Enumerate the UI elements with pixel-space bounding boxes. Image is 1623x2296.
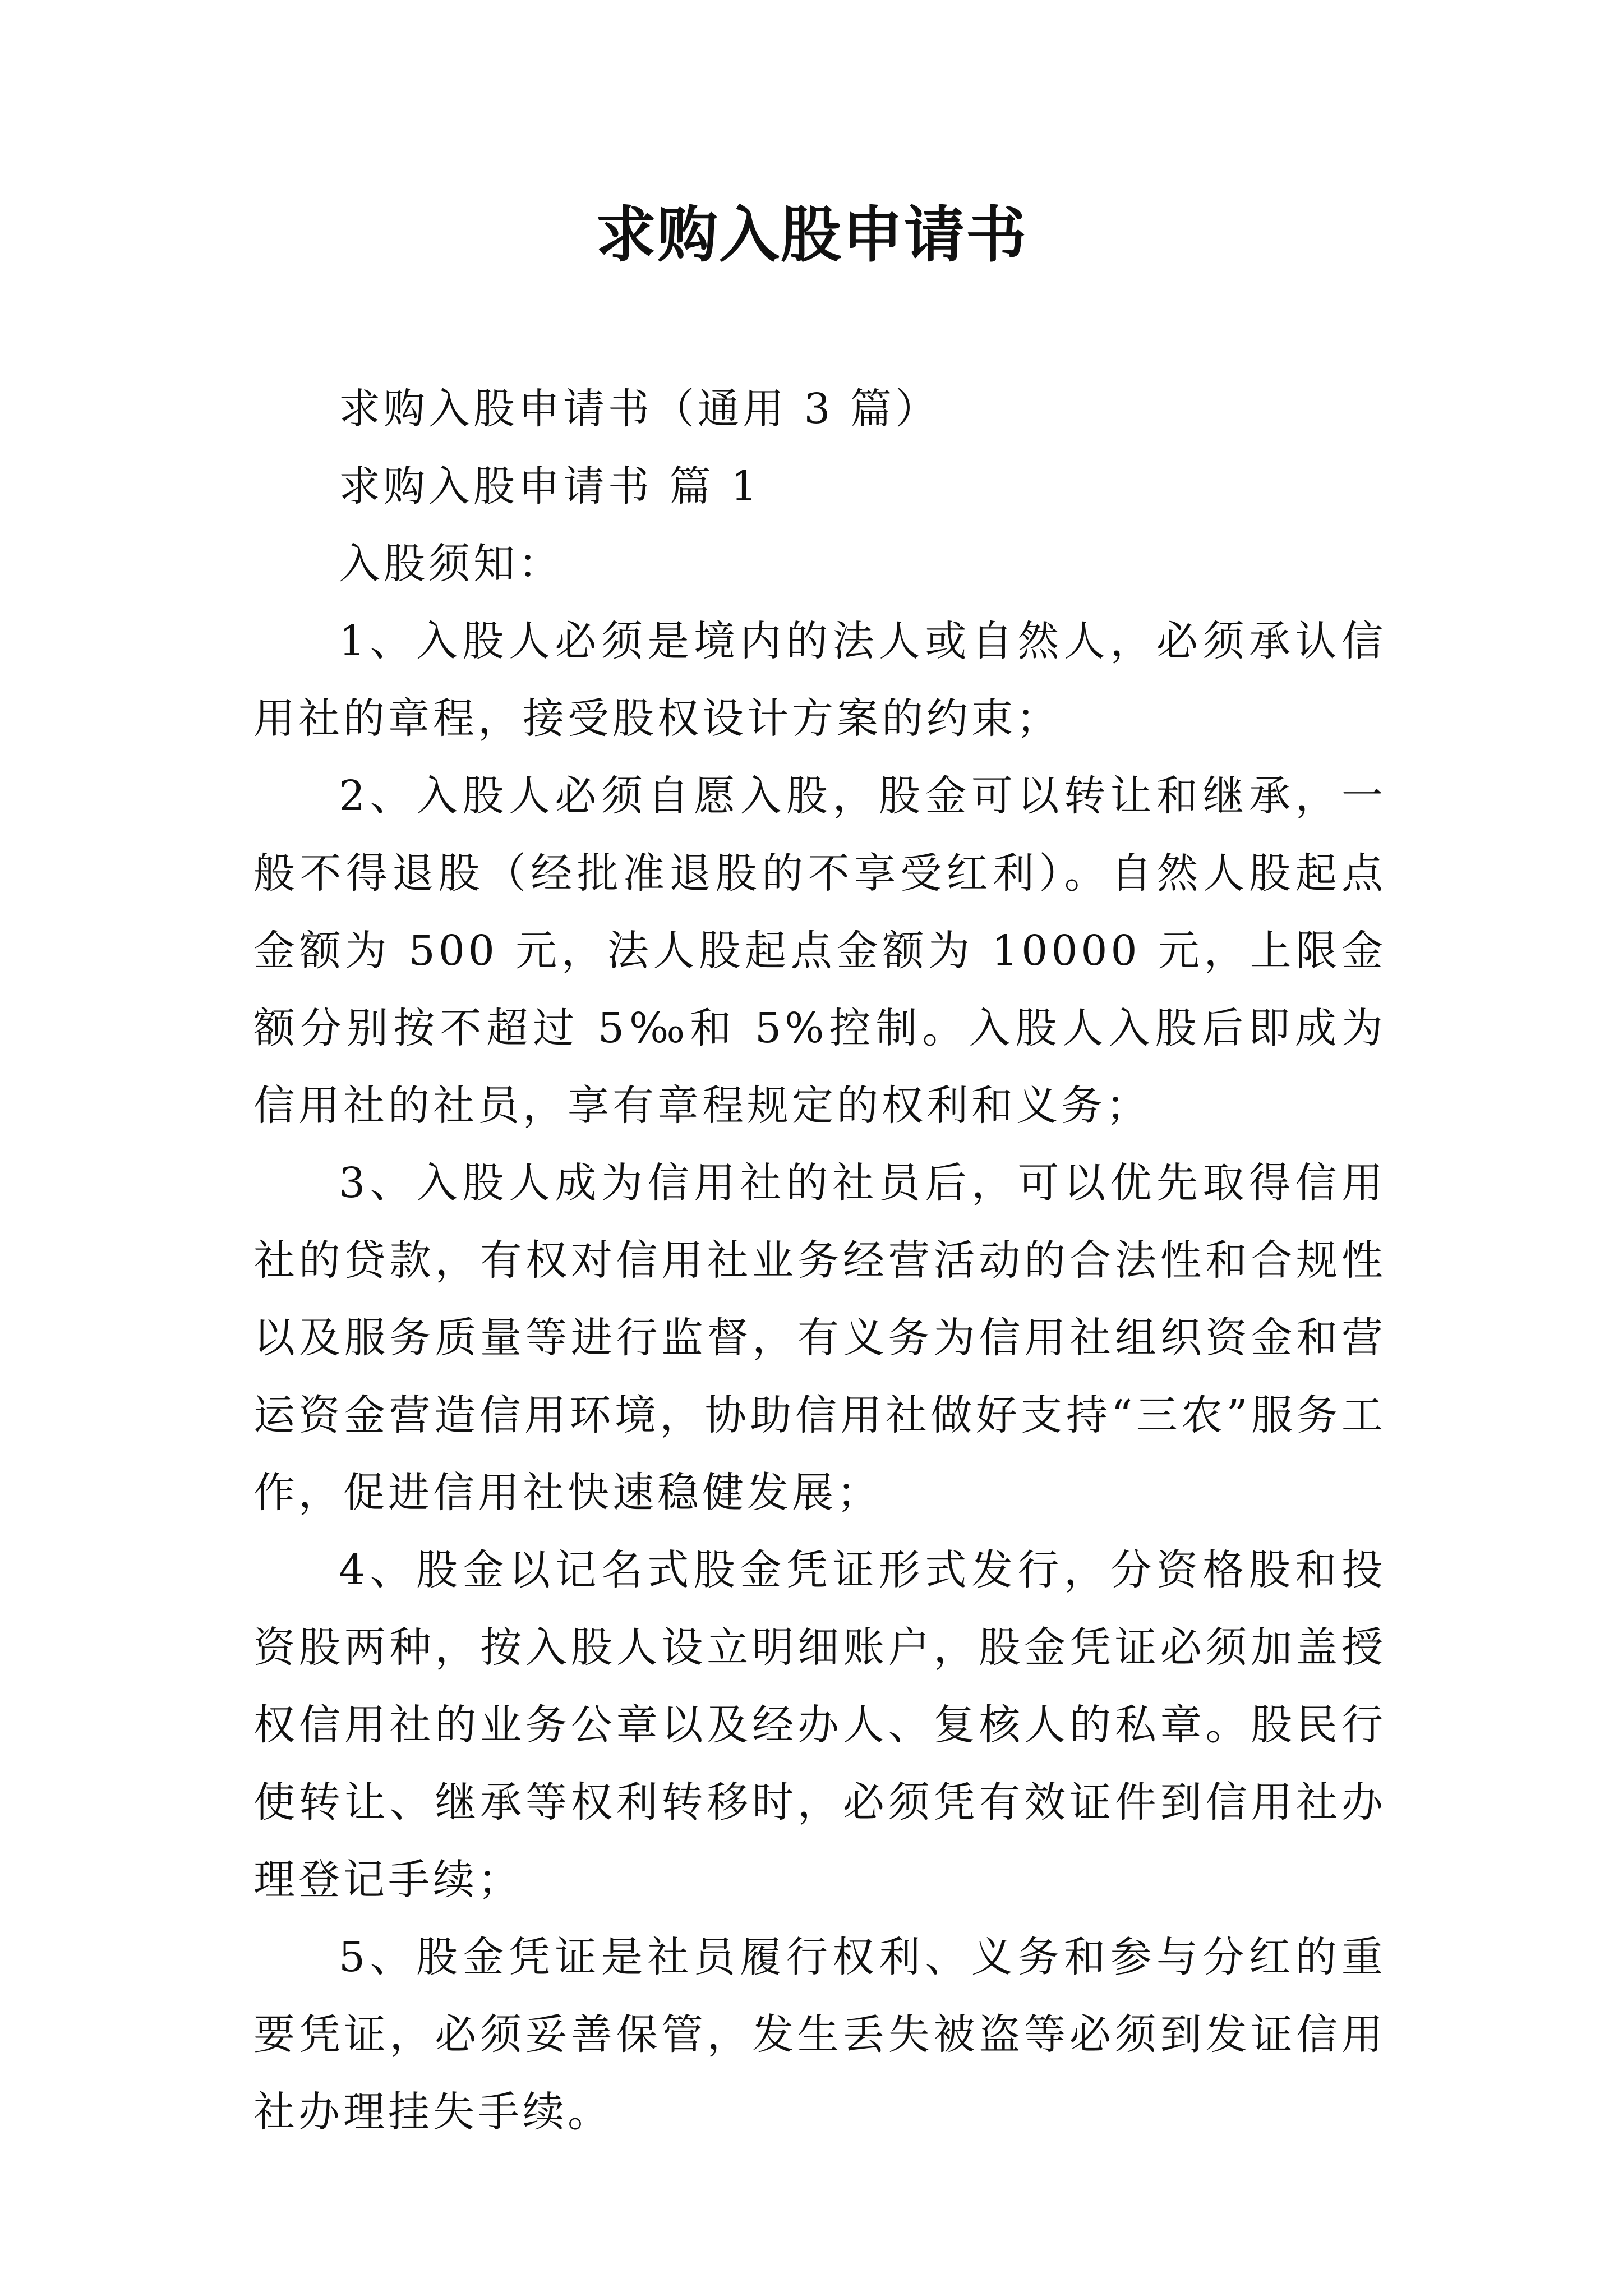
notice-label: 入股须知： (339, 540, 563, 588)
document-body (253, 370, 1386, 2151)
notice-item-5: 5、股金凭证是社员履行权利、义务和参与分红的重要凭证，必须妥善保管，发生丢失被盗等必须到发证信用社办理挂失手续。 (253, 1933, 1386, 2136)
document-title: 求购入股申请书 (595, 200, 1027, 270)
notice-item-3: 3、入股人成为信用社的社员后，可以优先取得信用社的贷款，有权对信用社业务经营活动的合法性和合规性以及服务质量等进行监督，有义务为信用社组织资金和营运资金营造信用环境，协助信用社做好支持“三农”服务工作，促进信用社快速稳健发展； (253, 1159, 1386, 1517)
notice-item-2: 2、入股人必须自愿入股，股金可以转让和继承，一般不得退股（经批准退股的不享受红利）。自然人股起点金额为 500 元，法人股起点金额为 10000 元，上限金额分别按不超过 5‰和 5%控制。入股人入股后即成为信用社的社员，享有章程规定的权利和义务； (253, 772, 1386, 1130)
section-heading: 求购入股申请书 篇 1 (339, 462, 761, 510)
document-subtitle: 求购入股申请书（通用 3 篇） (339, 385, 940, 433)
notice-item-1: 1、入股人必须是境内的法人或自然人，必须承认信用社的章程，接受股权设计方案的约束； (253, 617, 1386, 743)
notice-item-4: 4、股金以记名式股金凭证形式发行，分资格股和投资股两种，按入股人设立明细账户，股金凭证必须加盖授权信用社的业务公章以及经办人、复核人的私章。股民行使转让、继承等权利转移时，必须凭有效证件到信用社办理登记手续； (253, 1546, 1386, 1904)
